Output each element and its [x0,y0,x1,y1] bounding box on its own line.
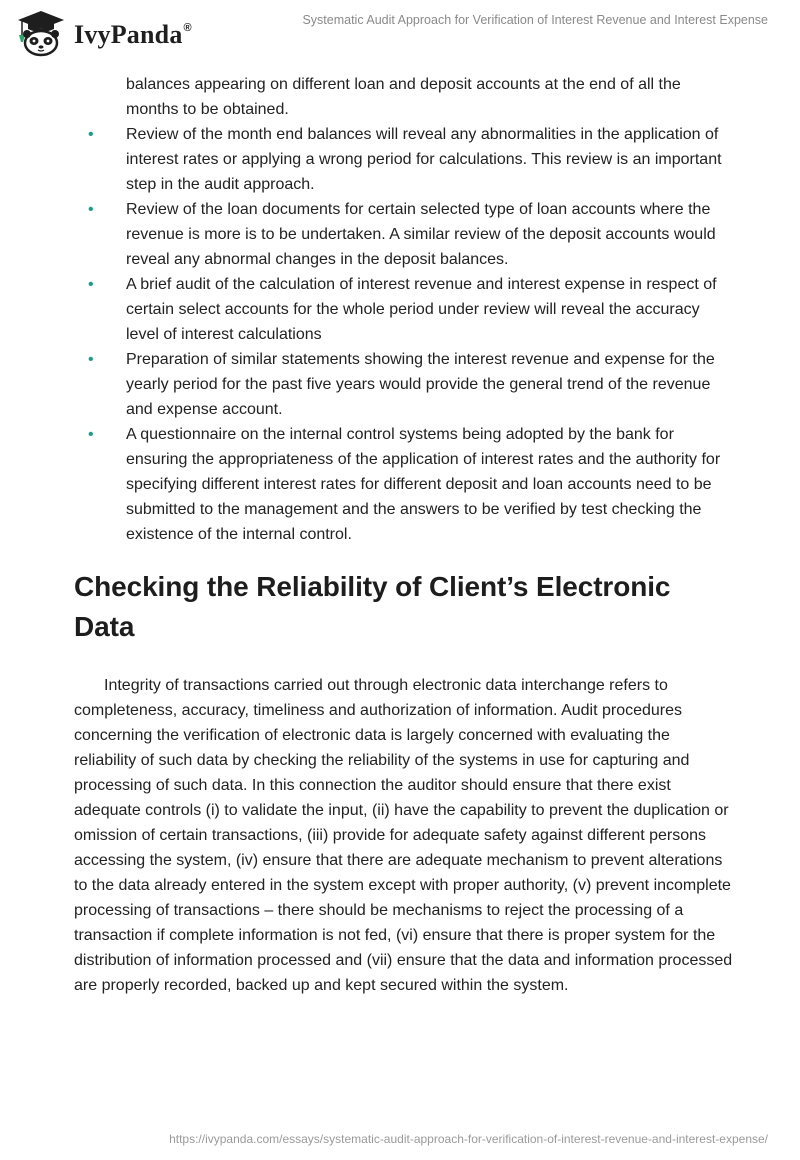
list-item-text: A brief audit of the calculation of interest revenue and interest expense in respect of certain select accounts for the whole period under review will reveal the accuracy level of interest calculations [126,276,717,343]
body-paragraph: Integrity of transactions carried out through electronic data interchange refers to completeness, accuracy, timeliness and authorization of information. Audit procedures concerning the verification of electronic data is largely concerned with evaluating the reliability of such data by checking the reliability of the systems in use for capturing and processing of such data. In this connection the auditor should ensure that there exist adequate controls (i) to validate the input, (ii) have the capability to prevent the duplication or omission of certain transactions, (iii) provide for adequate safety against different persons accessing the system, (iv) ensure that there are adequate mechanism to prevent alterations to the data already entered in the system except with proper authority, (v) prevent incomplete processing of transactions – there should be mechanisms to reject the processing of a transaction if complete information is not fed, (vi) ensure that there is proper system for the distribution of information processed and (vii) ensure that the data and information processed are properly recorded, backed up and kept secured within the system. [74,677,733,994]
panda-graduate-icon [14,9,68,57]
bullet-dot-icon: • [88,426,94,443]
bullet-list [74,122,734,547]
ivypanda-logo[interactable] [14,9,192,57]
section-heading: Checking the Reliability of Client’s Electronic Data [74,571,671,642]
source-url[interactable]: https://ivypanda.com/essays/systematic-audit-approach-for-verification-of-interest-revenue-and-interest-expense/ [169,1132,768,1146]
bullet-dot-icon: • [88,201,94,218]
list-item-text: Preparation of similar statements showing the interest revenue and expense for the yearly period for the past five years would provide the general trend of the revenue and expense account. [126,351,715,418]
bullet-dot-icon: • [88,351,94,368]
list-item-text: A questionnaire on the internal control systems being adopted by the bank for ensuring the appropriateness of the application of interest rates and the authority for specifying different interest rates for different deposit and loan accounts need to be submitted to the management and the answers to be verified by test checking the existence of the internal control. [126,426,721,543]
list-item [74,347,734,422]
registered-mark: ® [183,22,192,34]
list-item-text: Review of the month end balances will reveal any abnormalities in the application of interest rates or applying a wrong period for calculations. This review is an important step in the audit approach. [126,126,722,193]
list-item [74,122,734,197]
list-item [74,197,734,272]
page-header [0,0,800,60]
list-item [74,272,734,347]
bullet-continuation: balances appearing on different loan and deposit accounts at the end of all the months to be obtained. [126,76,681,118]
list-item-text: Review of the loan documents for certain selected type of loan accounts where the revenue is more is to be undertaken. A similar review of the deposit accounts would reveal any abnormal changes in the deposit balances. [126,201,716,268]
brand-name: IvyPanda® [74,20,192,49]
bullet-dot-icon: • [88,126,94,143]
document-body [74,72,734,998]
list-item [74,422,734,547]
document-title: Systematic Audit Approach for Verification of Interest Revenue and Interest Expense [302,13,768,27]
bullet-dot-icon: • [88,276,94,293]
